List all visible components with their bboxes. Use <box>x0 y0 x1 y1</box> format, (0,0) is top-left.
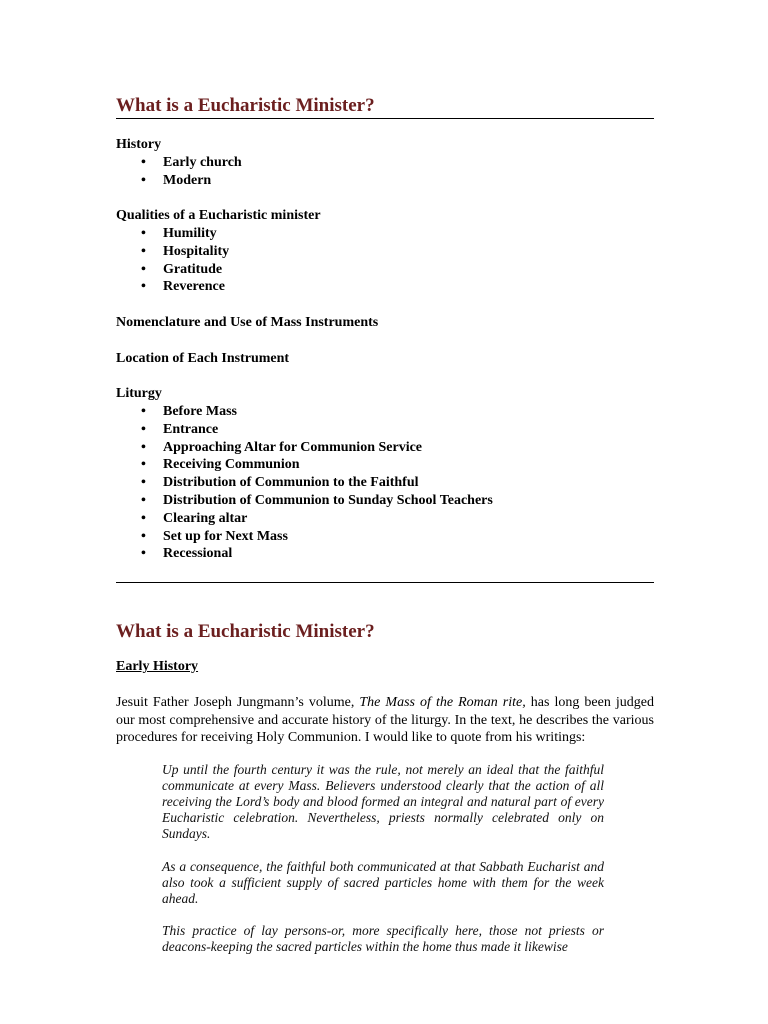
intro-text: Jesuit Father Joseph Jungmann’s volume, <box>116 695 360 711</box>
list-item <box>116 154 654 172</box>
quote-paragraph: This practice of lay persons-or, more specifically here, those not priests or deacons-keeping the sacred particles within the home thus made it likewise <box>162 923 604 955</box>
bullet-icon: • <box>141 225 146 241</box>
list-item-label: Clearing altar <box>163 510 248 526</box>
list-item-label: Approaching Altar for Communion Service <box>163 439 423 455</box>
bullet-icon: • <box>141 279 146 295</box>
list-item <box>116 403 654 421</box>
document-page <box>116 0 654 972</box>
bullet-icon: • <box>141 243 146 259</box>
list-item <box>116 510 654 528</box>
bullet-icon: • <box>141 154 146 170</box>
list-item-label: Before Mass <box>163 403 237 419</box>
list-item-label: Receiving Communion <box>163 457 300 473</box>
list-item <box>116 225 654 243</box>
qualities-list <box>116 225 654 296</box>
early-history-title: Early History <box>116 659 199 675</box>
list-item-label: Recessional <box>163 546 233 562</box>
list-item <box>116 545 654 563</box>
liturgy-title: Liturgy <box>116 386 162 402</box>
bullet-icon: • <box>141 457 146 473</box>
section-heading: What is a Eucharistic Minister? <box>116 621 375 643</box>
bullet-icon: • <box>141 439 146 455</box>
bullet-icon: • <box>141 421 146 437</box>
bullet-icon: • <box>141 546 146 562</box>
list-item-label: Entrance <box>163 421 219 437</box>
list-item-label: Early church <box>163 154 242 170</box>
list-item <box>116 421 654 439</box>
list-item-label: Distribution of Communion to the Faithful <box>163 475 419 491</box>
intro-text-continued: has long been judged our most comprehensive and accurate history of the liturgy. In the text, he describes the various procedures for receiving Holy Communion. I would like to quote from his writings: <box>116 695 655 746</box>
book-title: The Mass of the Roman rite, <box>359 695 526 711</box>
list-item <box>116 492 654 510</box>
bullet-icon: • <box>141 403 146 419</box>
list-item <box>116 261 654 279</box>
list-item-label: Humility <box>163 225 217 241</box>
intro-paragraph <box>116 694 654 747</box>
list-item <box>116 172 654 190</box>
nomenclature-title: Nomenclature and Use of Mass Instruments <box>116 314 379 330</box>
list-item-label: Reverence <box>163 279 225 295</box>
list-item-label: Gratitude <box>163 261 223 277</box>
bullet-icon: • <box>141 528 146 544</box>
liturgy-list <box>116 403 654 563</box>
qualities-title: Qualities of a Eucharistic minister <box>116 208 321 224</box>
bullet-icon: • <box>141 492 146 508</box>
quote-paragraph: As a consequence, the faithful both communicated at that Sabbath Eucharist and also took a sufficient supply of sacred particles home with them for the week ahead. <box>162 858 604 907</box>
history-title: History <box>116 137 162 152</box>
bullet-icon: • <box>141 261 146 277</box>
outline <box>116 136 654 563</box>
list-item-label: Hospitality <box>163 243 230 259</box>
quote-paragraph: Up until the fourth century it was the rule, not merely an ideal that the faithful communicate at every Mass. Believers understood clearly that the action of all receiving the Lord’s body and blood formed an integral and natural part of every Eucharistic celebration. Nevertheless, priests normally celebrated only on Sundays. <box>162 761 604 842</box>
outline-heading: What is a Eucharistic Minister? <box>116 95 375 116</box>
list-item-label: Distribution of Communion to Sunday School Teachers <box>163 492 493 508</box>
list-item <box>116 456 654 474</box>
location-title: Location of Each Instrument <box>116 350 290 366</box>
bullet-icon: • <box>141 172 146 188</box>
history-list <box>116 154 654 190</box>
list-item <box>116 528 654 546</box>
list-item <box>116 474 654 492</box>
list-item <box>116 278 654 296</box>
list-item-label: Modern <box>163 172 212 188</box>
bullet-icon: • <box>141 510 146 526</box>
list-item <box>116 439 654 457</box>
list-item <box>116 243 654 261</box>
bullet-icon: • <box>141 475 146 491</box>
block-quote <box>162 762 604 956</box>
list-item-label: Set up for Next Mass <box>163 528 288 544</box>
